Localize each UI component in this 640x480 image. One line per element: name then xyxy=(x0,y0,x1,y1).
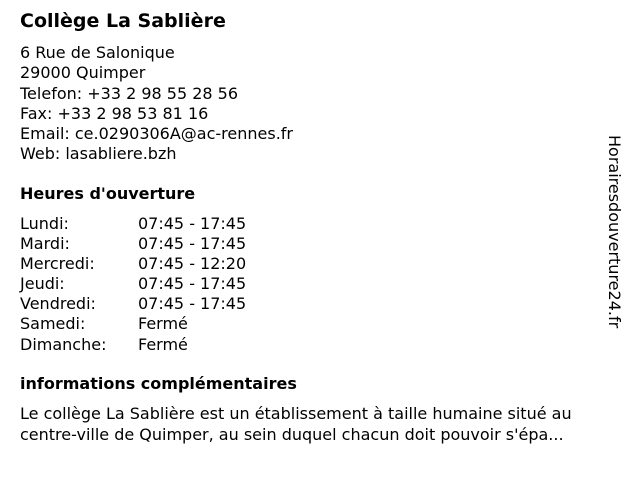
fax-line: Fax: +33 2 98 53 81 16 xyxy=(20,103,209,123)
description-line: Le collège La Sablière est un établissement à taille humaine situé au xyxy=(20,404,572,423)
description-line: centre-ville de Quimper, au sein duquel chacun doit pouvoir s'épa... xyxy=(20,424,564,444)
time-value: 07:45 - 17:45 xyxy=(138,274,247,294)
day-label: Dimanche: xyxy=(20,334,107,354)
info-heading: informations complémentaires xyxy=(20,374,297,393)
time-value: 07:45 - 17:45 xyxy=(138,214,247,233)
hours-row-monday xyxy=(20,214,320,234)
description-text xyxy=(20,404,620,445)
phone-line: Telefon: +33 2 98 55 28 56 xyxy=(20,83,239,103)
contact-block xyxy=(20,43,293,165)
hours-row-saturday xyxy=(20,314,320,334)
email-line: Email: ce.0290306A@ac-rennes.fr xyxy=(20,124,293,144)
time-value: Fermé xyxy=(138,314,188,334)
page-title: Collège La Sablière xyxy=(20,10,226,32)
time-value: 07:45 - 17:45 xyxy=(138,234,247,254)
hours-row-wednesday xyxy=(20,254,320,274)
hours-table xyxy=(20,214,320,355)
time-value: Fermé xyxy=(138,334,188,354)
time-value: 07:45 - 17:45 xyxy=(138,294,247,314)
day-label: Jeudi: xyxy=(20,274,65,294)
time-value: 07:45 - 12:20 xyxy=(138,254,247,274)
hours-heading: Heures d'ouverture xyxy=(20,184,196,203)
day-label: Samedi: xyxy=(20,314,86,334)
day-label: Mercredi: xyxy=(20,254,95,274)
day-label: Mardi: xyxy=(20,234,70,254)
site-watermark: Horairesdouverture24.fr xyxy=(605,135,624,329)
hours-row-friday xyxy=(20,294,320,314)
hours-row-tuesday xyxy=(20,234,320,254)
hours-row-sunday xyxy=(20,335,320,355)
address-city: 29000 Quimper xyxy=(20,63,146,83)
web-line: Web: lasabliere.bzh xyxy=(20,144,177,164)
day-label: Lundi: xyxy=(20,214,69,233)
day-label: Vendredi: xyxy=(20,294,96,314)
address-street: 6 Rue de Salonique xyxy=(20,43,175,62)
hours-row-thursday xyxy=(20,274,320,294)
